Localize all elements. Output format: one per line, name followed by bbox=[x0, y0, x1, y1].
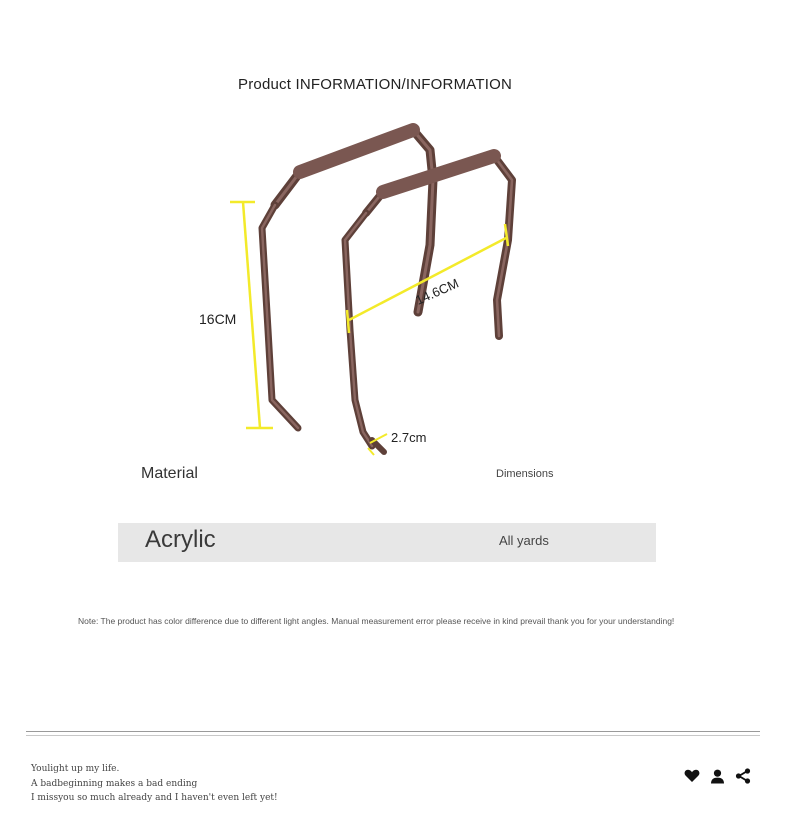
footer-icons bbox=[684, 766, 754, 786]
material-label: Material bbox=[141, 465, 198, 482]
footer-quote: Youlight up my life. bbox=[31, 764, 120, 774]
width-label: 14.6CM bbox=[413, 275, 461, 308]
share-icon[interactable] bbox=[735, 768, 751, 784]
dimensions-value: All yards bbox=[499, 533, 549, 548]
height-label: 16CM bbox=[199, 311, 237, 327]
product-figure bbox=[190, 115, 540, 465]
heart-icon[interactable] bbox=[684, 769, 700, 783]
note-text: Note: The product has color difference due to different light angles. Manual measurement error please receive in kind prevail thank you for your understanding! bbox=[78, 616, 675, 626]
page-title: Product INFORMATION/INFORMATION bbox=[238, 76, 512, 93]
footer-quote: A badbeginning makes a bad ending bbox=[31, 779, 198, 789]
footer-divider bbox=[26, 735, 760, 736]
material-value: Acrylic bbox=[145, 526, 216, 553]
dimensions-label: Dimensions bbox=[496, 468, 554, 480]
user-icon[interactable] bbox=[710, 769, 725, 784]
footer-divider bbox=[26, 731, 760, 732]
band-label: 2.7cm bbox=[391, 430, 427, 445]
footer-quote: I missyou so much already and I haven't even left yet! bbox=[31, 793, 278, 803]
